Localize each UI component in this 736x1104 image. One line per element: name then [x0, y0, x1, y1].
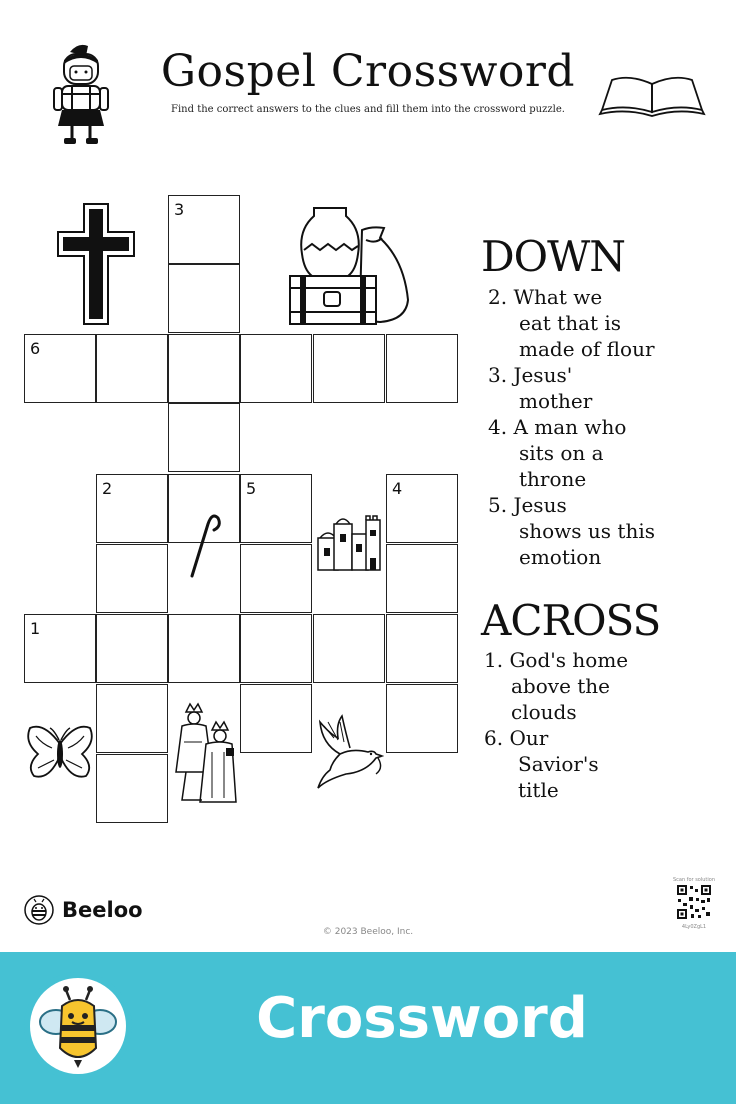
grid-cell[interactable]: [168, 334, 240, 403]
clue-text: mother: [519, 389, 593, 413]
grid-cell[interactable]: [168, 614, 240, 683]
grid-cell[interactable]: [386, 474, 458, 543]
clue-text: title: [518, 778, 559, 802]
down-heading: DOWN: [481, 232, 626, 281]
clue-text: shows us this: [519, 519, 656, 543]
clue-number: 2: [102, 479, 113, 498]
clue-text: eat that is: [519, 311, 622, 335]
clue-number: 1: [30, 619, 41, 638]
grid-cell[interactable]: [168, 403, 240, 472]
clue-number: 3: [174, 200, 185, 219]
butterfly-icon: [24, 722, 96, 784]
qr-code-icon[interactable]: [676, 884, 712, 920]
grid-cell[interactable]: [386, 614, 458, 683]
page-subtitle: Find the correct answers to the clues and fill them into the crossword puzzle.: [171, 104, 565, 115]
grid-cell[interactable]: [96, 684, 168, 753]
clue-text: Our: [509, 726, 549, 750]
open-book-icon: [598, 74, 706, 118]
grid-cell[interactable]: [240, 544, 312, 613]
clue-number: 2.: [488, 285, 508, 309]
grid-cell[interactable]: [240, 474, 312, 543]
grid-cell[interactable]: [96, 754, 168, 823]
grid-cell[interactable]: [240, 614, 312, 683]
grid-cell[interactable]: [313, 614, 385, 683]
clue-item: [484, 647, 628, 725]
city-icon: [316, 514, 384, 572]
grid-cell[interactable]: [240, 684, 312, 753]
clue-number: 6: [30, 339, 41, 358]
qr-caption: Scan for solution: [672, 877, 715, 883]
clue-text: What we: [513, 285, 603, 309]
clue-text: A man who: [513, 415, 627, 439]
grid-cell[interactable]: [96, 334, 168, 403]
qr-code-text: 4Ly0ZgL1: [681, 924, 707, 930]
grid-cell[interactable]: [24, 614, 96, 683]
clue-number: 5.: [488, 493, 508, 517]
clue-text: emotion: [519, 545, 602, 569]
clue-number: 1.: [484, 648, 504, 672]
clue-number: 4: [392, 479, 403, 498]
grid-cell[interactable]: [168, 195, 240, 264]
grid-cell[interactable]: [96, 614, 168, 683]
clue-text: made of flour: [519, 337, 655, 361]
grid-cell[interactable]: [96, 474, 168, 543]
grid-cell[interactable]: [96, 544, 168, 613]
banner-title: Crossword: [256, 986, 588, 1051]
treasure-icon: [286, 204, 412, 326]
clue-text: above the: [511, 674, 611, 698]
grid-cell[interactable]: [386, 544, 458, 613]
bee-logo-icon: [22, 970, 134, 1082]
clue-text: Jesus': [513, 363, 573, 387]
brand-name: Beeloo: [62, 898, 143, 922]
copyright: © 2023 Beeloo, Inc.: [322, 927, 414, 937]
clue-text: God's home: [509, 648, 629, 672]
clue-number: 4.: [488, 415, 508, 439]
clue-number: 6.: [484, 726, 504, 750]
clue-item: [488, 284, 655, 362]
grid-cell[interactable]: [313, 334, 385, 403]
grid-cell[interactable]: [240, 334, 312, 403]
clue-text: Jesus: [513, 493, 567, 517]
shepherd-staff-icon: [186, 508, 222, 580]
clue-text: clouds: [511, 700, 577, 724]
clue-item: [488, 414, 655, 492]
brand-logo: [24, 893, 154, 927]
dove-icon: [316, 714, 384, 790]
down-clues: [488, 284, 655, 570]
clue-item: [484, 725, 628, 803]
clue-item: [488, 492, 655, 570]
clue-text: throne: [519, 467, 587, 491]
grid-cell[interactable]: [386, 334, 458, 403]
across-heading: ACROSS: [481, 596, 661, 645]
grid-cell[interactable]: [168, 264, 240, 333]
clue-text: sits on a: [519, 441, 604, 465]
clue-number: 3.: [488, 363, 508, 387]
bee-logo-icon: [24, 895, 54, 925]
cross-icon: [56, 202, 136, 326]
clue-item: [488, 362, 655, 414]
across-clues: [484, 647, 628, 803]
clue-text: Savior's: [518, 752, 599, 776]
kings-icon: [172, 702, 238, 806]
grid-cell[interactable]: [24, 334, 96, 403]
clue-number: 5: [246, 479, 257, 498]
grid-cell[interactable]: [386, 684, 458, 753]
page-title: Gospel Crossword: [160, 46, 576, 97]
